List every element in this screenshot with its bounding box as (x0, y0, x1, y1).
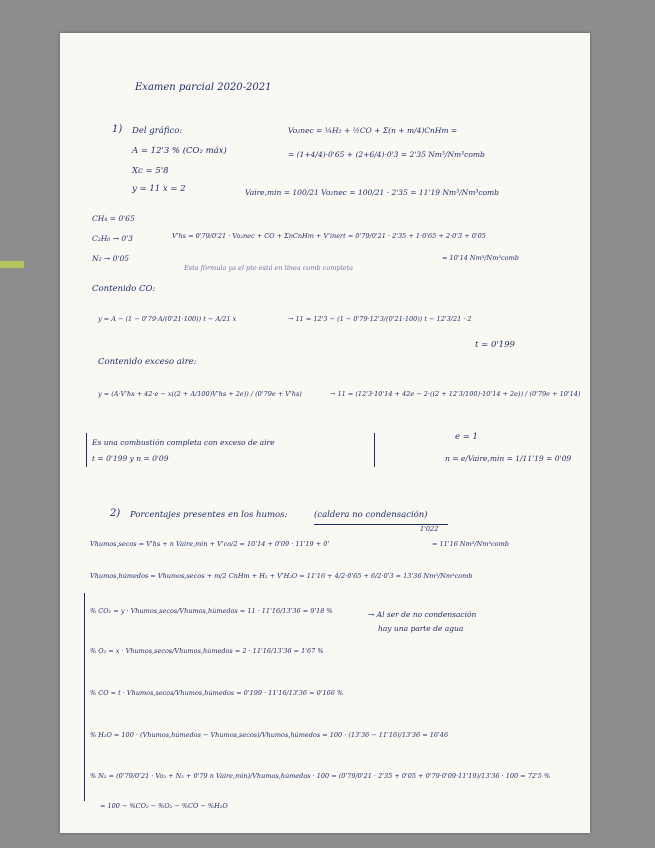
exam-title: Examen parcial 2020-2021 (135, 82, 272, 93)
co-percentage: % CO = t · Vhumos,secos/Vhumos,húmedos = 0'199 · 11'16/13'36 = 0'166 % (90, 689, 344, 697)
result-box-right-bracket (374, 433, 375, 467)
n-calculation: n = e/Vaire,min = 1/11'19 = 0'09 (445, 454, 572, 463)
h2o-percentage: % H₂O = 100 · (Vhumos,húmedos − Vhumos,secos)/Vhumos,húmedos = 100 · (13'36 − 11'16)/13'36 = 16'46 (90, 731, 449, 739)
o2-needed-equation: Vo₂nec = ¼H₂ + ½CO + Σ(n + m/4)CnHm = (288, 126, 458, 135)
co-content-formula: y = A − (1 − 0'79·A/(0'21·100)) t − A/21 x (98, 315, 237, 323)
co-content-substitution: → 11 = 12'3 − (1 − 0'79·12'3/(0'21·100)) t − 12'3/21 · 2 (288, 315, 472, 323)
n2-alternative: = 100 − %CO₂ − %O₂ − %CO − %H₂O (100, 802, 228, 810)
non-condensing-note-line2: hay una parte de agua (378, 624, 464, 633)
smoke-percentages-heading: Porcentajes presentes en los humos: (130, 510, 288, 520)
n2-fraction: N₂ → 0'05 (92, 254, 129, 263)
c2h6-fraction: C₂H₆ → 0'3 (92, 234, 133, 243)
xc-value: Xc = 5'8 (132, 166, 169, 176)
o2-needed-result: = (1+4/4)·0'65 + (2+6/4)·0'3 = 2'35 Nm³/Nm³comb (288, 150, 485, 159)
y-x-values: y = 11 x = 2 (132, 184, 186, 194)
section-2-number: 2) (110, 508, 121, 519)
t-result: t = 0'199 (475, 340, 515, 350)
ch4-fraction: CH₄ = 0'65 (92, 214, 135, 223)
excess-air-formula: y = (A·V'hs + 42·e − x((2 + A/100)V'hs + 2e)) / (0'79e + V'hs) (98, 390, 302, 398)
non-condensing-note-line1: → Al ser de no condensación (368, 610, 477, 619)
min-air-equation: Vaire,min = 100/21 Vo₂nec = 100/21 · 2'35 = 11'19 Nm³/Nm³comb (245, 188, 499, 197)
section-1-number: 1) (112, 124, 123, 135)
complete-combustion-note: Es una combustión completa con exceso de aire (92, 438, 275, 447)
wet-smoke-volume: Vhumos,húmedos = Vhumos,secos + m/2 CnHm + H₂ + V'H₂O = 11'16 + 4/2·0'65 + 6/2·0'3 = 13'36 Nm³/Nm³comb (90, 573, 473, 580)
co2-percentage: % CO₂ = y · Vhumos,secos/Vhumos,húmedos = 11 · 11'16/13'36 = 9'18 % (90, 607, 333, 615)
o2-percentage: % O₂ = x · Vhumos,secos/Vhumos,húmedos = 2 · 11'16/13'36 = 1'67 % (90, 647, 324, 655)
highlighter-mark (0, 261, 24, 268)
e-value: e = 1 (455, 432, 478, 442)
result-box-left-bracket (86, 433, 87, 467)
formula-note: Esta fórmula ya el pto está en línea comb completa (184, 264, 353, 272)
t-n-summary: t = 0'199 y n = 0'09 (92, 454, 169, 463)
co2-max-value: A = 12'3 % (CO₂ máx) (132, 146, 227, 156)
percentages-bracket (84, 593, 85, 801)
dry-smoke-volume-result: = 11'16 Nm³/Nm³comb (432, 540, 509, 548)
co-content-heading: Contenido CO: (92, 284, 156, 294)
from-graph-label: Del gráfico: (132, 126, 183, 136)
dry-smoke-volume-result: = 10'14 Nm³/Nm³comb (442, 254, 519, 262)
exam-page (60, 33, 590, 833)
n2-percentage: % N₂ = (0'79/0'21 · Vo₂ + N₂ + 0'79 n Vaire,min)/Vhumos,húmedos · 100 = (0'79/0'21 · 2'35 + 0'05 + 0'79·0'09·11'19)/13'36 · 100 = 72'5 % (90, 773, 551, 780)
dry-smoke-volume: Vhumos,secos = V'hs + n Vaire,min + V'co/2 = 10'14 + 0'09 · 11'19 + 0' (90, 540, 330, 548)
excess-air-heading: Contenido exceso aire: (98, 357, 197, 367)
dry-smoke-superscript: 1'022 (420, 525, 439, 533)
excess-air-substitution: → 11 = (12'3·10'14 + 42e − 2·((2 + 12'3/100)·10'14 + 2e)) / (0'79e + 10'14) (330, 391, 581, 398)
boiler-type-note: (caldera no condensación) (314, 510, 428, 520)
dry-smoke-volume-equation: V'hs = 0'79/0'21 · Vo₂nec + CO + ΣnCnHm + V'inert = 0'79/0'21 · 2'35 + 1·0'65 + 2·0'3 + 0'05 (172, 232, 486, 240)
